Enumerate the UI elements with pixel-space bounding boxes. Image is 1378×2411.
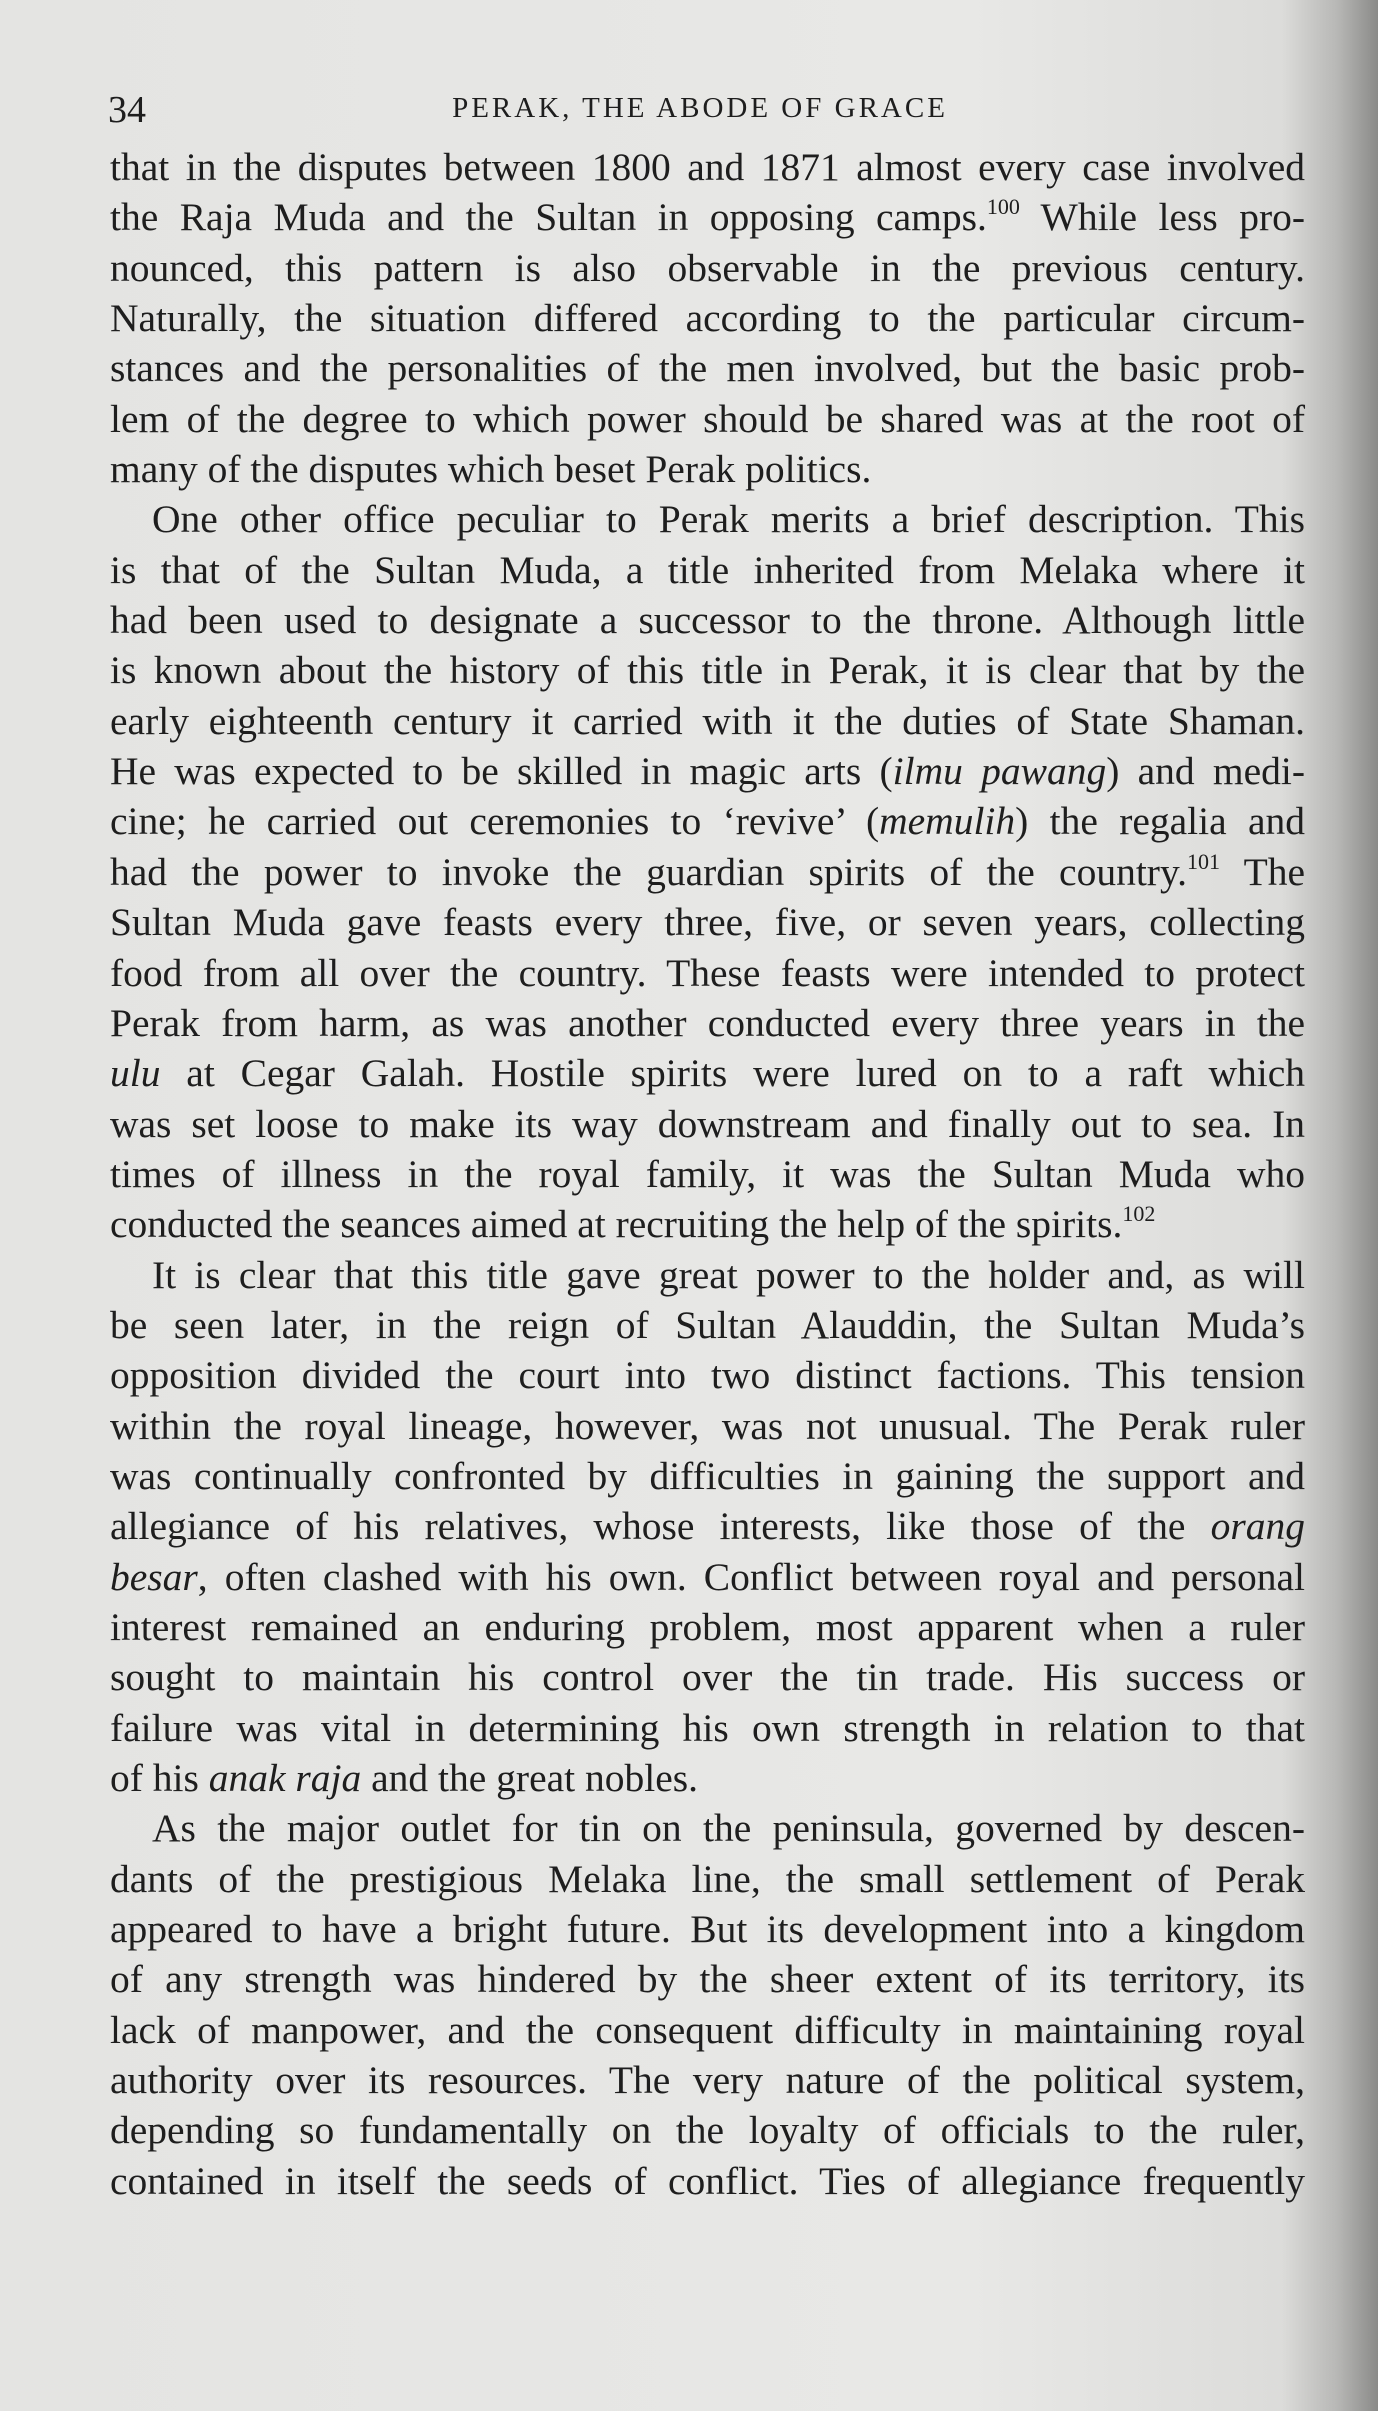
text-line	[110, 1350, 1305, 1400]
text-segment: had been used to designate a successor to the throne. Although little	[110, 598, 1305, 643]
italic-term: memulih	[879, 799, 1016, 844]
text-line	[110, 746, 1305, 796]
text-segment: While less pro-	[1019, 195, 1305, 240]
italic-term: besar	[110, 1554, 198, 1599]
text-line	[110, 1854, 1305, 1904]
italic-term: anak raja	[208, 1756, 362, 1800]
text-line	[110, 494, 1305, 544]
text-segment: at Cegar Galah. Hostile spirits were lured on to a raft which	[160, 1051, 1305, 1096]
text-line	[110, 1501, 1305, 1551]
text-segment: The	[1220, 849, 1305, 894]
text-segment: One other office peculiar to Perak merits a brief description. This	[152, 497, 1305, 542]
text-line	[110, 1199, 1305, 1249]
text-segment: dants of the prestigious Melaka line, the small settlement of Perak	[110, 1856, 1305, 1901]
text-segment: , often clashed with his own. Conflict between royal and personal	[197, 1554, 1305, 1599]
text-line	[110, 343, 1305, 393]
text-line	[110, 1300, 1305, 1350]
italic-term: orang	[1210, 1504, 1305, 1549]
text-segment: lack of manpower, and the consequent difficulty in maintaining royal	[110, 2007, 1305, 2052]
text-segment: times of illness in the royal family, it was the Sultan Muda who	[110, 1151, 1305, 1196]
text-segment: ) and medi-	[1106, 749, 1305, 794]
text-segment: that in the disputes between 1800 and 1871 almost every case involved	[110, 145, 1305, 189]
text-line	[110, 1451, 1305, 1501]
footnote-ref: 101	[1187, 848, 1221, 874]
text-line	[110, 1652, 1305, 1702]
text-segment: is that of the Sultan Muda, a title inherited from Melaka where it	[110, 547, 1305, 592]
text-line	[110, 1753, 1305, 1803]
italic-term: ulu	[110, 1051, 161, 1096]
text-segment: many of the disputes which beset Perak politics.	[110, 447, 872, 492]
body-text	[110, 142, 1305, 2206]
text-line	[110, 293, 1305, 343]
text-line	[110, 444, 1305, 494]
text-line	[110, 1803, 1305, 1853]
footnote-ref: 100	[986, 194, 1020, 220]
text-segment: food from all over the country. These feasts were intended to protect	[110, 950, 1305, 995]
text-line	[110, 1703, 1305, 1753]
text-segment: early eighteenth century it carried with it the duties of State Shaman.	[110, 698, 1305, 743]
text-line	[110, 998, 1305, 1048]
italic-term: ilmu pawang	[892, 749, 1107, 794]
text-line	[110, 1904, 1305, 1954]
text-segment: and the great nobles.	[361, 1756, 698, 1800]
text-segment: authority over its resources. The very nature of the political system,	[110, 2058, 1305, 2103]
text-segment: appeared to have a bright future. But its development into a kingdom	[110, 1907, 1305, 1952]
text-line	[110, 645, 1305, 695]
text-line	[110, 243, 1305, 293]
text-segment: It is clear that this title gave great power to the holder and, as will	[152, 1252, 1305, 1297]
text-line	[110, 545, 1305, 595]
text-line	[110, 2156, 1305, 2206]
text-segment: depending so fundamentally on the loyalty of officials to the ruler,	[110, 2108, 1305, 2153]
text-segment: failure was vital in determining his own strength in relation to that	[110, 1705, 1305, 1750]
text-segment: cine; he carried out ceremonies to ‘revive’ (	[110, 799, 880, 844]
text-line	[110, 796, 1305, 846]
text-line	[110, 1048, 1305, 1098]
text-segment: Naturally, the situation differed according to the particular circum-	[110, 296, 1305, 341]
text-segment: stances and the personalities of the men involved, but the basic prob-	[110, 346, 1305, 391]
text-segment: conducted the seances aimed at recruiting the help of the spirits.	[110, 1202, 1123, 1247]
text-line	[110, 897, 1305, 947]
text-segment: ) the regalia and	[1015, 799, 1305, 844]
text-segment: allegiance of his relatives, whose interests, like those of the	[110, 1504, 1211, 1549]
text-line	[110, 1954, 1305, 2004]
text-line	[110, 1099, 1305, 1149]
text-segment: is known about the history of this title in Perak, it is clear that by the	[110, 648, 1305, 693]
text-segment: of any strength was hindered by the sheer extent of its territory, its	[110, 1957, 1305, 2002]
text-segment: sought to maintain his control over the tin trade. His success or	[110, 1655, 1305, 1700]
page-number: 34	[108, 89, 146, 131]
text-line	[110, 1401, 1305, 1451]
text-line	[110, 2105, 1305, 2155]
text-segment: be seen later, in the reign of Sultan Alauddin, the Sultan Muda’s	[110, 1302, 1305, 1347]
text-segment: As the major outlet for tin on the peninsula, governed by descen-	[152, 1806, 1305, 1851]
text-segment: He was expected to be skilled in magic arts (	[110, 749, 893, 794]
text-segment: nounced, this pattern is also observable in the previous century.	[110, 245, 1305, 290]
text-segment: was continually confronted by difficulties in gaining the support and	[110, 1453, 1305, 1498]
text-line	[110, 142, 1305, 192]
text-line	[110, 2005, 1305, 2055]
text-segment: of his	[110, 1756, 209, 1800]
text-segment: Sultan Muda gave feasts every three, five, or seven years, collecting	[110, 900, 1305, 945]
text-line	[110, 696, 1305, 746]
text-segment: contained in itself the seeds of conflict. Ties of allegiance frequently	[110, 2158, 1305, 2203]
text-segment: Perak from harm, as was another conducted every three years in the	[110, 1000, 1305, 1045]
text-line	[110, 847, 1305, 897]
footnote-ref: 102	[1122, 1201, 1156, 1227]
text-line	[110, 1552, 1305, 1602]
text-segment: interest remained an enduring problem, most apparent when a ruler	[110, 1604, 1305, 1649]
text-segment: lem of the degree to which power should be shared was at the root of	[110, 396, 1305, 441]
running-title: PERAK, THE ABODE OF GRACE	[452, 92, 948, 124]
text-segment: the Raja Muda and the Sultan in opposing camps.	[110, 195, 987, 240]
text-segment: had the power to invoke the guardian spirits of the country.	[110, 849, 1188, 894]
text-line	[110, 192, 1305, 242]
text-line	[110, 948, 1305, 998]
text-segment: opposition divided the court into two distinct factions. This tension	[110, 1353, 1305, 1398]
text-line	[110, 394, 1305, 444]
text-line	[110, 1602, 1305, 1652]
text-segment: within the royal lineage, however, was not unusual. The Perak ruler	[110, 1403, 1305, 1448]
text-line	[110, 1149, 1305, 1199]
text-line	[110, 595, 1305, 645]
text-segment: was set loose to make its way downstream and finally out to sea. In	[110, 1101, 1305, 1146]
text-line	[110, 2055, 1305, 2105]
text-line	[110, 1250, 1305, 1300]
